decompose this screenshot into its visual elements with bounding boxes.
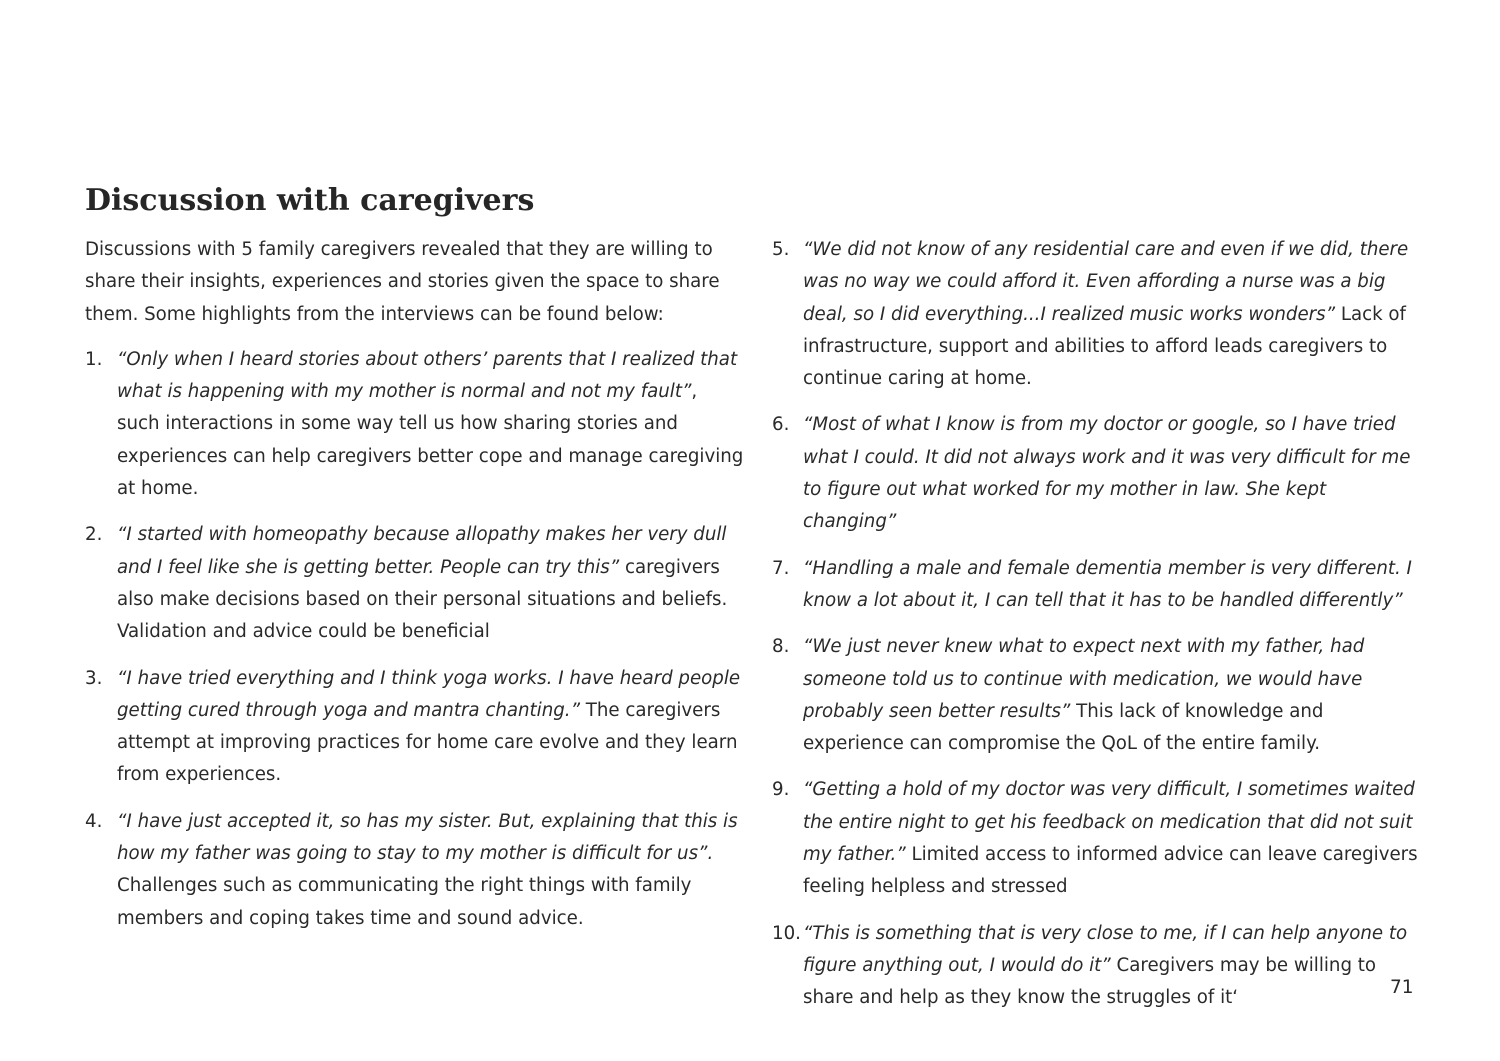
item-quote: “Only when I heard stories about others’ parents that I realized that what is happening with my mother is normal and not my fault” — [117, 348, 738, 403]
item-quote: “Most of what I know is from my doctor or google, so I have tried what I could. It did not always work and it was very difficult for me to figure out what worked for my mother in law. She kept changing” — [803, 414, 1411, 533]
right-column — [772, 234, 1422, 1029]
list-item — [772, 918, 1422, 1015]
list-item — [772, 774, 1422, 903]
item-number: 8. — [772, 636, 790, 658]
item-text: Limited access to informed advice can leave caregivers feeling helpless and stressed — [803, 844, 1418, 898]
item-text: Lack of infrastructure, support and abilities to afford leads caregivers to continue caring at home. — [803, 303, 1406, 390]
item-number: 6. — [772, 414, 790, 436]
item-text: caregivers also make decisions based on their personal situations and beliefs. Validation and advice could be beneficial — [117, 556, 728, 643]
item-quote: “Getting a hold of my doctor was very difficult, I sometimes waited the entire night to get his feedback on medication that did not suit my father.” — [803, 779, 1415, 866]
list-item — [85, 344, 745, 505]
list-item — [772, 553, 1422, 618]
item-quote: “We just never knew what to expect next with my father, had someone told us to continue with medication, we would have probably seen better results” — [803, 636, 1365, 722]
highlights-list-left — [85, 344, 745, 935]
item-text: The caregivers attempt at improving practices for home care evolve and they learn from experiences. — [117, 699, 738, 786]
intro-paragraph: Discussions with 5 family caregivers revealed that they are willing to share their insights, experiences and stories given the space to share them. Some highlights from the interviews can be found below: — [85, 239, 720, 325]
item-number: 9. — [772, 779, 790, 801]
item-number: 4. — [85, 810, 103, 832]
item-number: 1. — [85, 348, 103, 370]
item-quote: “I have just accepted it, so has my sister. But, explaining that this is how my father was going to stay to my mother is difficult for us”. — [117, 810, 738, 865]
list-item — [772, 631, 1422, 760]
item-quote: “Handling a male and female dementia member is very different. I know a lot about it, I can tell that it has to be handled differently” — [803, 557, 1412, 611]
list-item — [85, 519, 745, 648]
item-number: 3. — [85, 667, 103, 689]
list-item — [772, 234, 1422, 395]
left-column — [85, 234, 745, 949]
highlights-list-right — [772, 234, 1422, 1015]
item-quote: “I started with homeopathy because allopathy makes her very dull and I feel like she is getting better. People can try this” — [117, 524, 727, 578]
page-title: Discussion with caregivers — [85, 183, 535, 218]
list-item — [85, 663, 745, 792]
list-item — [772, 409, 1422, 538]
item-text: This lack of knowledge and experience can compromise the QoL of the entire family. — [803, 700, 1324, 755]
item-text: , such interactions in some way tell us how sharing stories and experiences can help caregivers better cope and manage caregiving at home. — [117, 381, 744, 500]
item-number: 10. — [772, 922, 801, 944]
item-text: Caregivers may be willing to share and help as they know the struggles of it‘ — [803, 954, 1377, 1009]
item-number: 7. — [772, 557, 790, 579]
list-item — [85, 806, 745, 935]
item-quote: “I have tried everything and I think yoga works. I have heard people getting cured through yoga and mantra chanting.” — [117, 667, 741, 721]
page-number: 71 — [1390, 977, 1414, 998]
item-number: 2. — [85, 524, 103, 546]
item-quote: “This is something that is very close to me, if I can help anyone to figure anything out, I would do it” — [803, 922, 1408, 976]
item-number: 5. — [772, 239, 790, 260]
item-quote: “We did not know of any residential care and even if we did, there was no way we could afford it. Even affording a nurse was a big deal, so I did everything...I realized music works wonders” — [803, 239, 1409, 325]
item-text: Challenges such as communicating the right things with family members and coping takes time and sound advice. — [117, 875, 692, 929]
